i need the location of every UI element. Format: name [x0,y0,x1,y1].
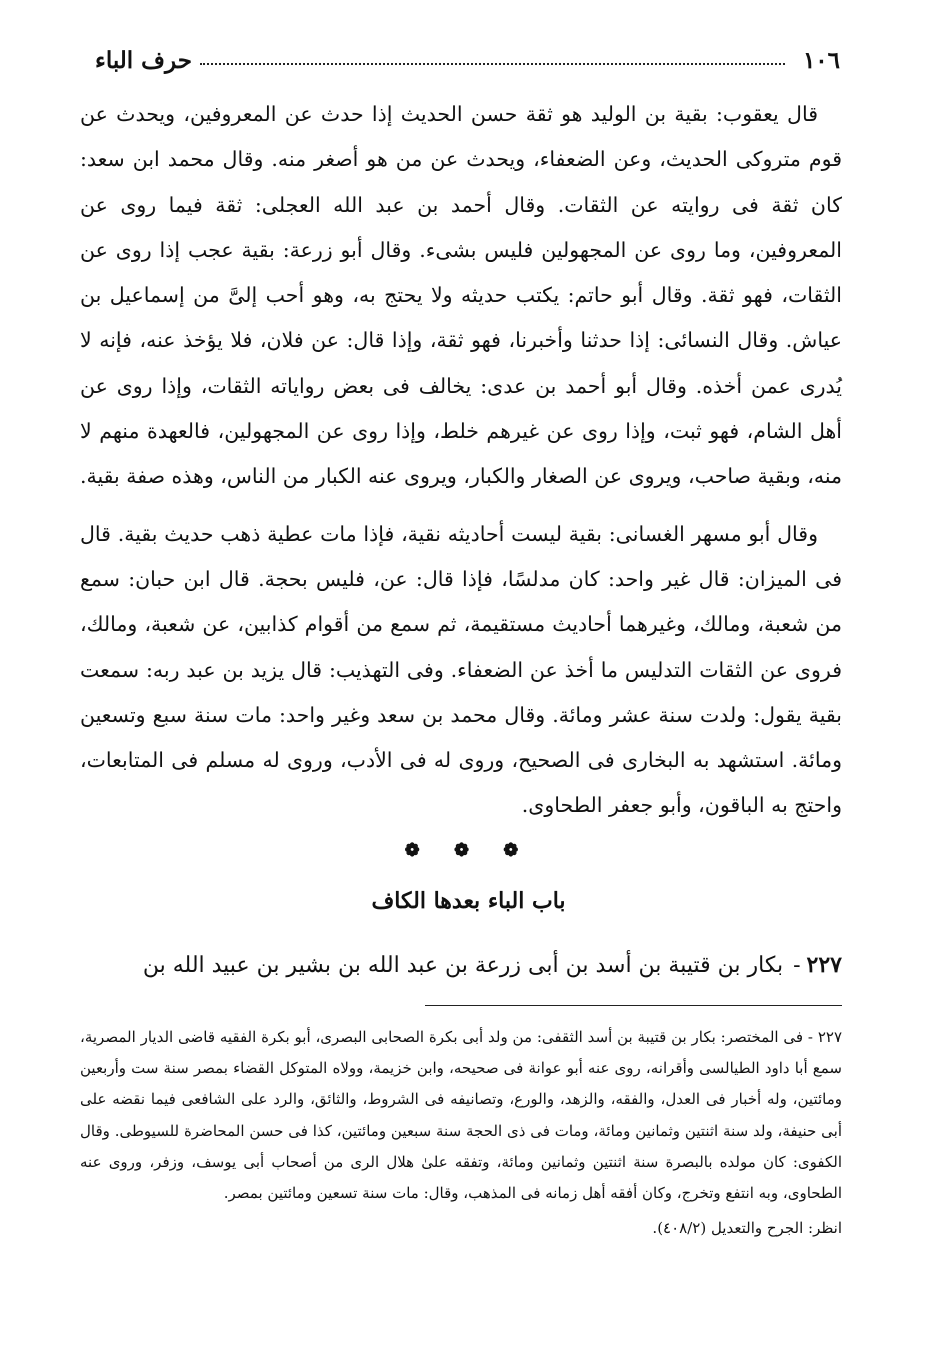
main-text [80,92,842,829]
running-title: حرف الباء [95,46,192,74]
page-number: ١٠٦ [802,46,840,74]
paragraph: وقال أبو مسهر الغسانى: بقية ليست أحاديثه نقية، فإذا مات عطية ذهب حديث بقية. قال فى الميزان: قال غير واحد: كان مدلسًا، فإذا قال: عن، فليس بحجة. قال ابن حبان: سمع من شعبة، ومالك، وغيرهما أحاديث مستقيمة، ثم سمع من أقوام كذابين، عن شعبة، ومالك، فروى عن الثقات التدليس ما أخذ عن الضعفاء. وفى التهذيب: قال يزيد بن عبد ربه: سمعت بقية يقول: ولدت سنة عشر ومائة. وقال محمد بن سعد وغير واحد: مات سنة سبع وتسعين ومائة. استشهد به البخارى فى الصحيح، وروى له فى الأدب، وروى له مسلم فى المتابعات، واحتج به الباقون، وأبو جعفر الطحاوى. [80,521,842,818]
paragraph: قال يعقوب: بقية بن الوليد هو ثقة حسن الحديث إذا حدث عن المعروفين، ويحدث عن قوم متروكى الحديث، وعن الضعفاء، ويحدث عن من هو أصغر منه. وقال محمد ابن سعد: كان ثقة فى روايته عن الثقات. وقال أحمد بن عبد الله العجلى: ثقة فيما روى عن المعروفين، وما روى عن المجهولين فليس بشىء. وقال أبو زرعة: بقية عجب إذا روى عن الثقات، فهو ثقة. وقال أبو حاتم: يكتب حديثه ولا يحتج به، وهو أحب إلىَّ من إسماعيل بن عياش. وقال النسائى: إذا حدثنا وأخبرنا، فهو ثقة، وإذا قال: عن فلان، فلا يؤخذ عنه، فإنه لا يُدرى عمن أخذه. وقال أبو أحمد بن عدى: يخالف فى بعض رواياته الثقات، وإذا روى عن أهل الشام، فهو ثبت، وإذا روى عن غيرهم خلط، وإذا روى عن المجهولين، فالعهدة منهم لا منه، وبقية صاحب، ويروى عن الصغار والكبار، ويروى عنه الكبار من الناس، وهذه صفة بقية. [79,102,842,489]
footnotes [80,1022,842,1244]
footnote-divider [425,1005,842,1006]
entry-heading [80,940,842,990]
dotted-leader [200,63,785,65]
section-separator: ❁ ❁ ❁ [404,840,533,861]
entry-number: ٢٢٧ [806,952,842,978]
section-title: باب الباء بعدها الكاف [371,888,566,914]
entry-text: بكار بن قتيبة بن أسد بن أبى زرعة بن عبد الله بن بشير بن عبيد الله بن [142,952,784,978]
page-header [95,40,840,80]
entry-dash: - [793,952,801,978]
footnote-reference: انظر: الجرح والتعديل (٤٠٨/٢). [652,1219,842,1238]
footnote-main: ٢٢٧ - فى المختصر: بكار بن قتيبة بن أسد الثقفى: من ولد أبى بكرة الصحابى البصرى، أبو بكرة الفقيه قاضى الديار المصرية، سمع أبا داود الطيالسى وأقرانه، روى عنه أبو عوانة فى صحيحه، وابن خزيمة، وولاه المتوكل القضاء بمصر سنة ست وأربعين ومائتين، وله أخبار فى العدل، والفقه، والزهد، والورع، وتصانيفه فى الشروط، والثائق، والرد على الشافعى فيما نقضه على أبى حنيفة، ولد سنة اثنتين وثمانين ومائة، ومات فى ذى الحجة سنة سبعين ومائتين، كذا فى حسن المحاضرة للسيوطى. وقال الكفوى: كان مولده بالبصرة سنة اثنتين وثمانين ومائة، وتفقه علىٰ هلال الرى من أصحاب أبى يوسف، وزفر، وروى عنه الطحاوى، وبه انتفع وتخرج، وكان أفقه أهل زمانه فى المذهب، وقال: مات سنة تسعين ومائتين بمصر. [80,1028,842,1203]
